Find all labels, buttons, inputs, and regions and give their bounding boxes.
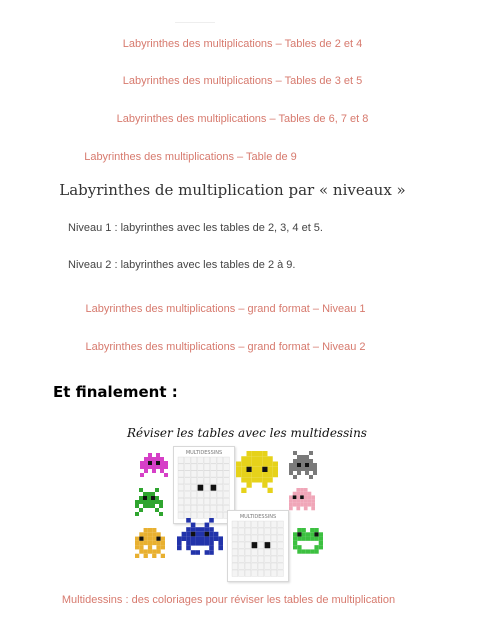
- orange-invader-icon: [135, 528, 165, 558]
- worksheet-grid: [228, 517, 288, 581]
- banner-title: Réviser les tables avec les multidessins: [127, 426, 367, 440]
- worksheet-right: [227, 510, 289, 582]
- section-heading: Labyrinthes de multiplication par « niveaux »: [59, 181, 406, 199]
- worksheet-grid: [174, 453, 234, 523]
- multidessins-banner[interactable]: [127, 418, 367, 581]
- worksheet-label: MULTIDESSINS: [185, 450, 223, 456]
- lime-frog-icon: [293, 528, 323, 558]
- link-level-2[interactable]: Labyrinthes des multiplications – grand format – Niveau 2: [85, 341, 366, 353]
- magenta-invader-icon: [140, 453, 168, 481]
- pink-ghost-icon: [289, 488, 315, 514]
- link-tables-6-7-8[interactable]: Labyrinthes des multiplications – Tables de 6, 7 et 8: [116, 113, 369, 125]
- blue-invader-icon: [177, 518, 223, 560]
- worksheet-left: [173, 446, 235, 524]
- link-table-9[interactable]: Labyrinthes des multiplications – Table de 9: [84, 151, 297, 163]
- yellow-invader-icon: [236, 451, 278, 493]
- level-2-text: Niveau 2 : labyrinthes avec les tables de 2 à 9.: [68, 259, 296, 271]
- link-tables-3-5[interactable]: Labyrinthes des multiplications – Tables de 3 et 5: [122, 75, 363, 87]
- level-1-text: Niveau 1 : labyrinthes avec les tables de 2, 3, 4 et 5.: [68, 222, 323, 234]
- link-tables-2-4[interactable]: Labyrinthes des multiplications – Tables de 2 et 4: [122, 38, 363, 50]
- green-invader-icon: [135, 488, 163, 516]
- worksheet-label: MULTIDESSINS: [239, 514, 277, 520]
- final-heading: Et finalement :: [53, 383, 178, 401]
- link-multidessins[interactable]: Multidessins : des coloriages pour réviser les tables de multiplication: [61, 594, 396, 606]
- link-level-1[interactable]: Labyrinthes des multiplications – grand format – Niveau 1: [85, 303, 366, 315]
- gray-invader-icon: [289, 451, 317, 479]
- top-divider: [175, 22, 215, 23]
